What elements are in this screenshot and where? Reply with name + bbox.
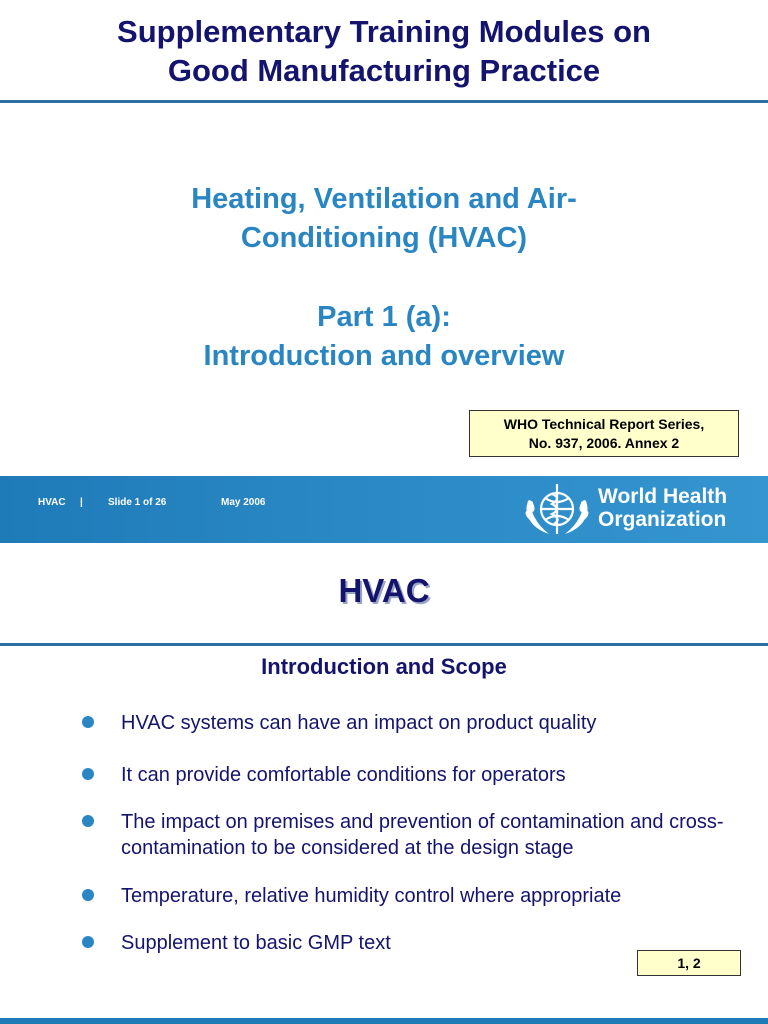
- title-divider: [0, 100, 768, 103]
- reference-line-1: WHO Technical Report Series,: [503, 416, 705, 432]
- title-line-1: Supplementary Training Modules on: [117, 14, 651, 49]
- footer-module: HVAC: [38, 497, 66, 508]
- reference-badge: 1, 2: [637, 950, 741, 976]
- org-line-1: World Health: [598, 485, 728, 508]
- part-heading: [0, 298, 768, 376]
- footer-slide-number: Slide 1 of 26: [108, 497, 167, 508]
- bullet-dot-icon: [82, 889, 94, 901]
- footer-date: May 2006: [221, 497, 266, 508]
- slide-2-divider: [0, 643, 768, 646]
- bullet-dot-icon: [82, 936, 94, 948]
- subtitle-line-1: Heating, Ventilation and Air-: [191, 183, 577, 215]
- reference-box: [469, 410, 739, 457]
- part-line-1: Part 1 (a):: [317, 301, 451, 333]
- footer-separator: |: [80, 497, 83, 508]
- bullet-text: HVAC systems can have an impact on product quality: [121, 712, 597, 734]
- subtitle-line-2: Conditioning (HVAC): [240, 222, 528, 254]
- bullet-text: Temperature, relative humidity control where appropriate: [121, 885, 622, 907]
- bullet-text: Supplement to basic GMP text: [121, 932, 391, 954]
- org-line-2: Organization: [598, 508, 727, 531]
- slide-2-title: HVAC: [338, 572, 430, 609]
- bullet-dot-icon: [82, 768, 94, 780]
- section-title: Introduction and Scope: [261, 654, 507, 679]
- slide-title: [0, 12, 768, 90]
- slide-subtitle: [0, 180, 768, 258]
- title-line-2: Good Manufacturing Practice: [167, 53, 601, 88]
- who-logo-text: [598, 485, 727, 531]
- bullet-text: The impact on premises and prevention of contamination and cross-contamination to be considered at the design stage: [121, 811, 724, 859]
- bullet-dot-icon: [82, 716, 94, 728]
- part-line-2: Introduction and overview: [203, 340, 565, 372]
- bullet-text: It can provide comfortable conditions for operators: [121, 764, 566, 786]
- bullet-dot-icon: [82, 815, 94, 827]
- who-emblem-icon: [521, 476, 593, 542]
- bottom-bar: [0, 1018, 768, 1024]
- reference-line-2: No. 937, 2006. Annex 2: [528, 435, 680, 451]
